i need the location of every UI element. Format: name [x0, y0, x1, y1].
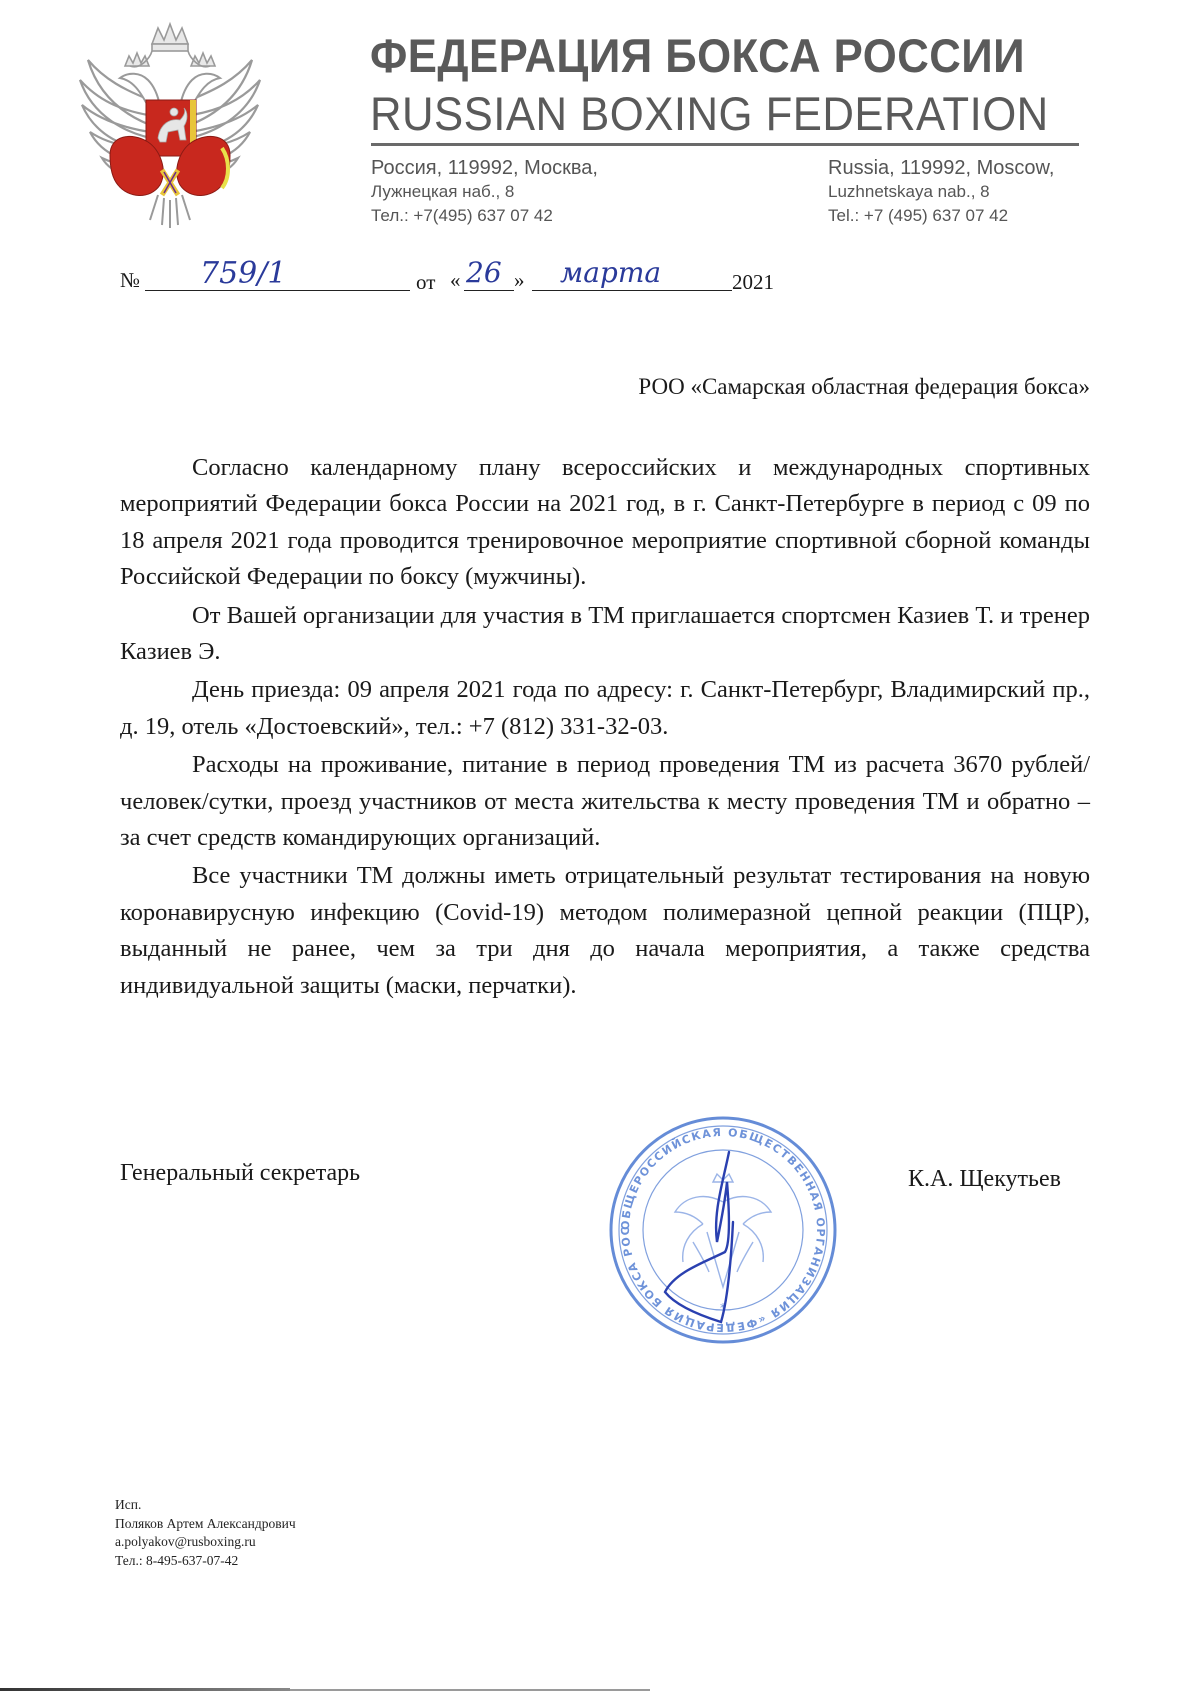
- number-label: №: [120, 268, 141, 292]
- address-en-line1: Russia, 119992, Moscow,: [828, 157, 1055, 179]
- executor-label: Исп.: [115, 1497, 142, 1512]
- address-ru: [371, 156, 598, 228]
- executor-block: [115, 1496, 296, 1570]
- scan-edge-line-faded: [290, 1689, 650, 1691]
- address-ru-phone: Тел.: +7(495) 637 07 42: [371, 206, 553, 225]
- address-en: [828, 156, 1054, 228]
- paragraph-covid: Все участники ТМ должны иметь отрицательный результат тестирования на новую коронавирусную инфекцию (Covid-19) методом полимеразной цепной реакции (ПЦР), выданный не ранее, чем за три дня до начала мероприятия, а также средства индивидуальной защиты (маски, перчатки).: [120, 862, 1090, 999]
- header-divider: [371, 143, 1079, 146]
- close-quote: »: [514, 268, 525, 292]
- stamp-seal-icon: [605, 1112, 841, 1348]
- paragraph-event: Согласно календарному плану всероссийских и международных спортивных мероприятий Федерации бокса России на 2021 год, в г. Санкт-Петербурге в период с 09 по 18 апреля 2021 года проводится тренировочное мероприятие спортивной сборной команды Российской Федерации по боксу (мужчины).: [120, 454, 1090, 591]
- day-value: 26: [466, 256, 502, 289]
- paragraph-expenses: Расходы на проживание, питание в период проведения ТМ из расчета 3670 рублей/человек/сутки, проезд участников от места жительства к месту проведения ТМ и обратно – за счет средств командирующих организаций.: [120, 751, 1090, 852]
- stamp-text: ОБЩЕРОССИЙСКАЯ ОБЩЕСТВЕННАЯ ОРГАНИЗАЦИЯ «ФЕДЕРАЦИЯ БОКСА РОС: [618, 1125, 828, 1335]
- signatory-title: Генеральный секретарь: [120, 1160, 361, 1186]
- svg-text:*: *: [720, 1301, 726, 1315]
- paragraph-invitees: От Вашей организации для участия в ТМ приглашается спортсмен Казиев Т. и тренер Казиев Э.: [120, 601, 1090, 666]
- address-ru-line2: Лужнецкая наб., 8: [371, 182, 515, 201]
- executor-email: a.polyakov@rusboxing.ru: [115, 1534, 256, 1549]
- recipient: РОО «Самарская областная федерация бокса»: [638, 374, 1090, 399]
- paragraph-arrival: День приезда: 09 апреля 2021 года по адресу: г. Санкт-Петербург, Владимирский пр., д. 19, отель «Достоевский», тел.: +7 (812) 331-32-03.: [120, 676, 1090, 740]
- signatory-name: К.А. Щекутьев: [908, 1166, 1061, 1192]
- year: 2021: [732, 270, 774, 294]
- letter-body: [120, 450, 1090, 1004]
- org-name-ru: ФЕДЕРАЦИЯ БОКСА РОССИИ: [370, 29, 1026, 82]
- executor-name: Поляков Артем Александрович: [115, 1515, 296, 1531]
- official-stamp: [605, 1112, 841, 1348]
- open-quote: «: [450, 268, 461, 292]
- number-value: 759/1: [200, 256, 287, 291]
- from-label: от: [416, 270, 436, 294]
- federation-emblem: [70, 20, 270, 230]
- double-headed-eagle-icon: [70, 20, 270, 230]
- executor-phone: Тел.: 8-495-637-07-42: [115, 1552, 239, 1568]
- month-value: марта: [560, 256, 662, 289]
- address-ru-line1: Россия, 119992, Москва,: [371, 157, 598, 179]
- scan-edge-line: [0, 1688, 290, 1691]
- org-name-en: RUSSIAN BOXING FEDERATION: [370, 87, 1049, 140]
- address-en-phone: Tel.: +7 (495) 637 07 42: [828, 206, 1009, 225]
- address-en-line2: Luzhnetskaya nab., 8: [828, 182, 990, 201]
